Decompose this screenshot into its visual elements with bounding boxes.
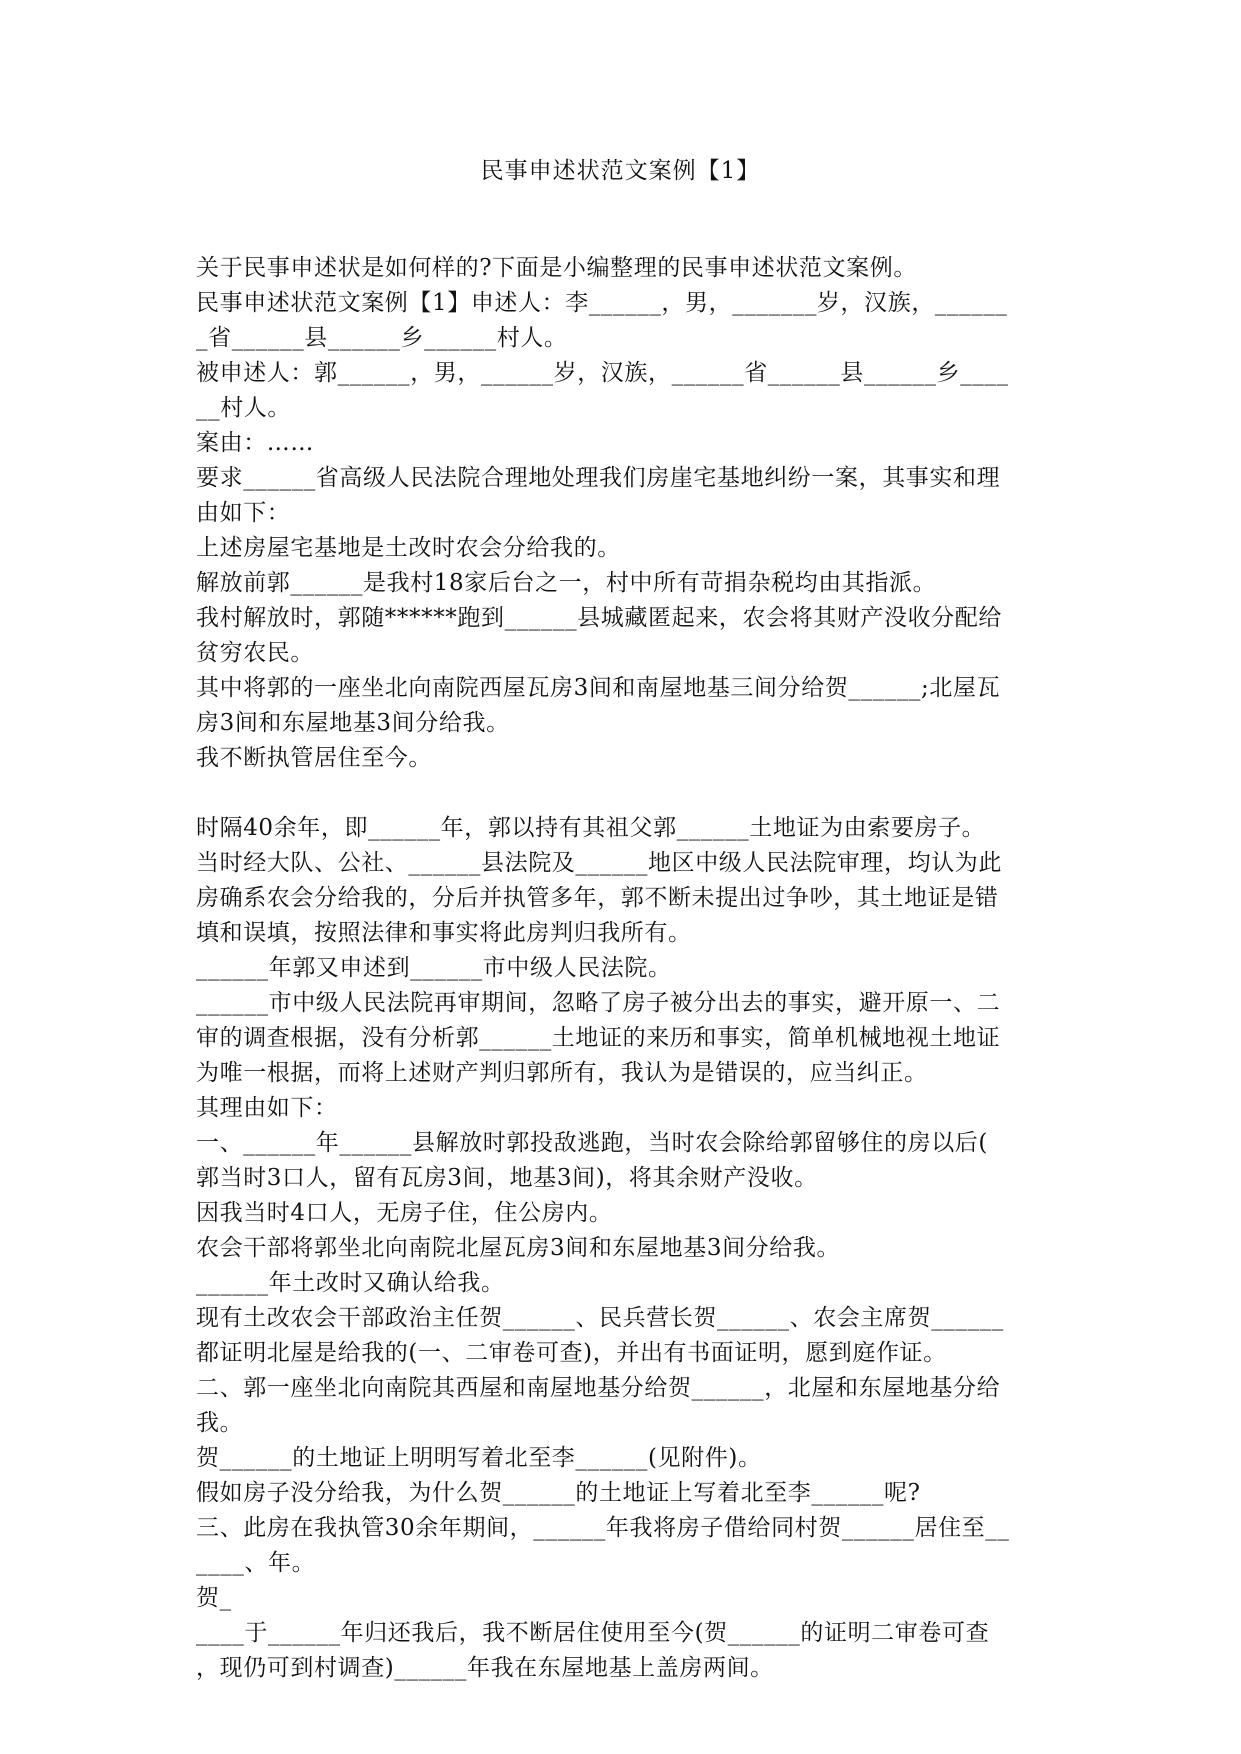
text-line: 解放前郭______是我村18家后台之一，村中所有苛捐杂税均由其指派。	[196, 570, 937, 596]
text-line: 要求______省高级人民法院合理地处理我们房崖宅基地纠纷一案，其事实和理	[196, 465, 1001, 491]
text-line: 贫穷农民。	[196, 640, 314, 666]
text-line: 案由：……	[196, 430, 314, 456]
text-line: ____、年。	[196, 1550, 316, 1576]
text-line: 填和误填，按照法律和事实将此房判归我所有。	[196, 920, 692, 946]
text-line: ____于______年归还我后，我不断居住使用至今(贺______的证明二审卷可查	[196, 1620, 990, 1646]
text-line: 贺_	[196, 1585, 232, 1611]
text-line: 三、此房在我执管30余年期间，______年我将房子借给同村贺______居住至__	[196, 1515, 1010, 1541]
text-line: 上述房屋宅基地是土改时农会分给我的。	[196, 535, 621, 561]
text-line: ______年土改时又确认给我。	[196, 1270, 505, 1296]
text-line: __村人。	[196, 395, 291, 421]
text-line: ______市中级人民法院再审期间，忽略了房子被分出去的事实，避开原一、二	[196, 990, 1001, 1016]
text-line: 都证明北屋是给我的(一、二审卷可查)，并出有书面证明，愿到庭作证。	[196, 1340, 947, 1366]
text-line: ______年郭又申述到______市中级人民法院。	[196, 955, 672, 981]
text-line: 关于民事申述状是如何样的?下面是小编整理的民事申述状范文案例。	[196, 255, 917, 281]
text-line: 农会干部将郭坐北向南院北屋瓦房3间和东屋地基3间分给我。	[196, 1235, 841, 1261]
text-line: 为唯一根据，而将上述财产判归郭所有，我认为是错误的，应当纠正。	[196, 1060, 928, 1086]
text-line: 当时经大队、公社、______县法院及______地区中级人民法院审理，均认为此	[196, 850, 1002, 876]
text-line: 被申述人：郭______，男，______岁，汉族，______省______县______乡____	[196, 360, 1009, 386]
text-line: 一、______年______县解放时郭投敌逃跑，当时农会除给郭留够住的房以后(	[196, 1130, 988, 1156]
text-line: 由如下：	[196, 500, 291, 526]
text-line: 审的调查根据，没有分析郭______土地证的来历和事实，简单机械地视土地证	[196, 1025, 1001, 1051]
text-line: ，现仍可到村调查)______年我在东屋地基上盖房两间。	[196, 1655, 774, 1681]
text-line: 房确系农会分给我的，分后并执管多年，郭不断未提出过争吵，其土地证是错	[196, 885, 999, 911]
text-line: 现有土改农会干部政治主任贺______、民兵营长贺______、农会主席贺______	[196, 1305, 1004, 1331]
document-body	[196, 251, 1048, 1686]
text-line: 我。	[196, 1410, 244, 1436]
text-line: 因我当时4口人，无房子住，住公房内。	[196, 1200, 613, 1226]
text-line: 贺______的土地证上明明写着北至李______(见附件)。	[196, 1445, 762, 1471]
text-line: _省______县______乡______村人。	[196, 325, 568, 351]
text-line: 假如房子没分给我，为什么贺______的土地证上写着北至李______呢?	[196, 1480, 921, 1506]
document-title: 民事申述状范文案例【1】	[480, 158, 761, 184]
text-line: 民事申述状范文案例【1】申述人：李______，男，_______岁，汉族，______	[196, 290, 1008, 316]
text-line: 我村解放时，郭随******跑到______县城藏匿起来，农会将其财产没收分配给	[196, 605, 1002, 631]
text-line: 房3间和东屋地基3间分给我。	[196, 710, 510, 736]
text-line: 我不断执管居住至今。	[196, 745, 432, 771]
blank-line	[196, 776, 1048, 811]
text-line: 郭当时3口人，留有瓦房3间，地基3间)，将其余财产没收。	[196, 1165, 818, 1191]
text-line: 其中将郭的一座坐北向南院西屋瓦房3间和南屋地基三间分给贺______;北屋瓦	[196, 675, 1001, 701]
text-line: 时隔40余年，即______年，郭以持有其祖父郭______土地证为由索要房子。	[196, 815, 986, 841]
text-line: 其理由如下：	[196, 1095, 338, 1121]
text-line: 二、郭一座坐北向南院其西屋和南屋地基分给贺______，北屋和东屋地基分给	[196, 1375, 1001, 1401]
